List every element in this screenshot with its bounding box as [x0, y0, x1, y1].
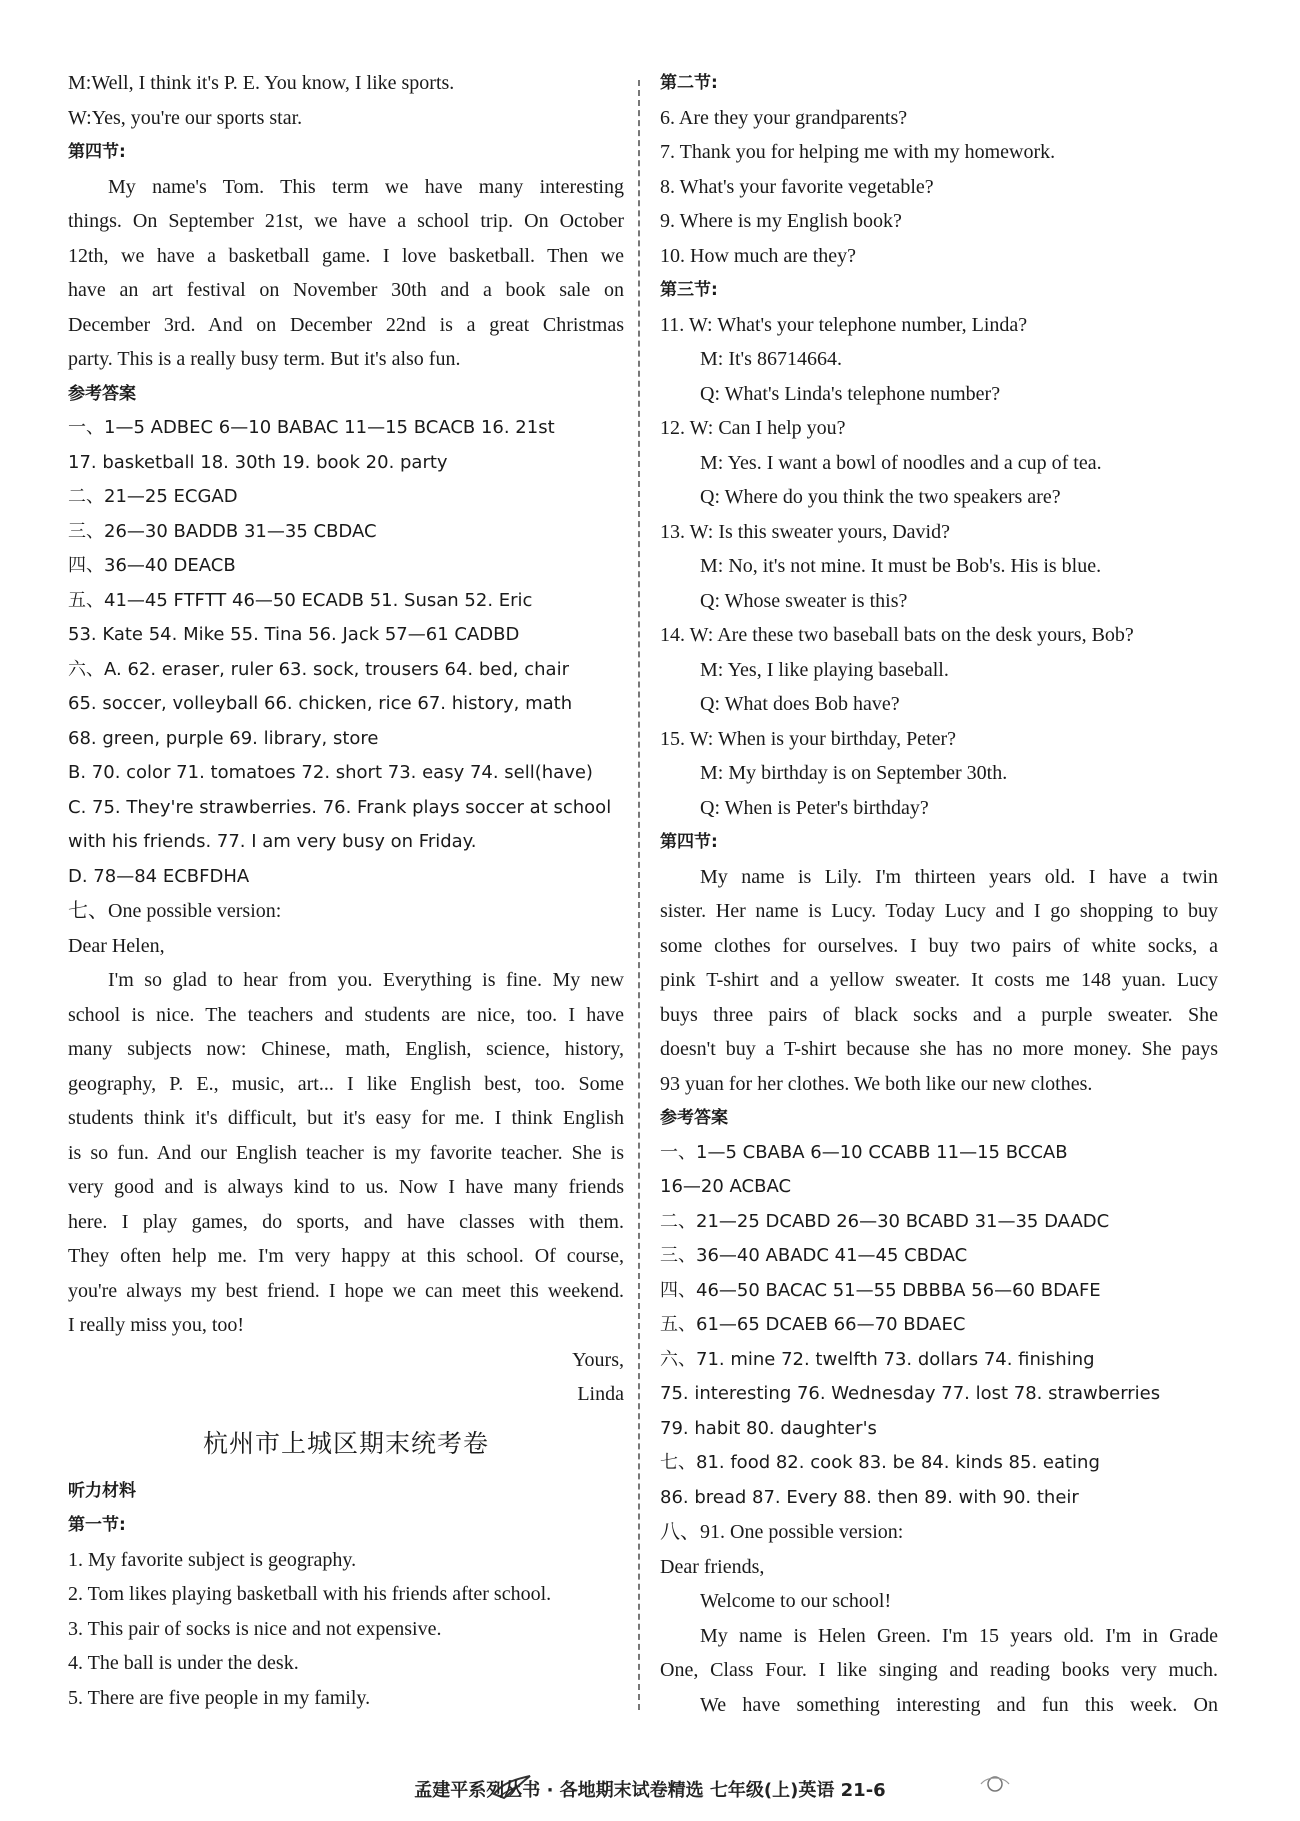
text-line: One, Class Four. I like singing and reading books very much.	[660, 1659, 1218, 1681]
text-line: 5. There are five people in my family.	[68, 1686, 371, 1709]
text-line: 17. basketball 18. 30th 19. book 20. party	[68, 451, 448, 473]
text-line: 7. Thank you for helping me with my homework.	[660, 141, 1056, 163]
text-line: 4. The ball is under the desk.	[68, 1652, 299, 1674]
text-line: 6. Are they your grandparents?	[660, 106, 908, 129]
text-line: 第四节:	[660, 832, 718, 852]
text-line: 13. W: Is this sweater yours, David?	[660, 520, 950, 543]
text-line: 2. Tom likes playing basketball with his friends after school.	[68, 1583, 552, 1605]
text-line: 五、61—65 DCAEB 66—70 BDAEC	[660, 1314, 966, 1335]
text-line: 53. Kate 54. Mike 55. Tina 56. Jack 57—61 CADBD	[68, 624, 520, 645]
text-line: I really miss you, too!	[68, 1314, 245, 1336]
text-line: M:Well, I think it's P. E. You know, I like sports.	[68, 72, 455, 94]
text-line: Q: What's Linda's telephone number?	[700, 382, 1001, 405]
text-line: 二、21—25 DCABD 26—30 BCABD 31—35 DAADC	[660, 1210, 1110, 1232]
text-line: We have something interesting and fun this week. On	[700, 1693, 1218, 1716]
text-line: My name is Helen Green. I'm 15 years old. I'm in Grade	[700, 1624, 1218, 1647]
text-line: 10. How much are they?	[660, 244, 857, 267]
text-line: D. 78—84 ECBFDHA	[68, 865, 250, 887]
text-line: December 3rd. And on December 22nd is a great Christmas	[68, 313, 624, 336]
text-line: 1. My favorite subject is geography.	[68, 1548, 357, 1571]
text-line: very good and is always kind to us. Now I have many friends	[68, 1176, 624, 1198]
text-line: 参考答案	[68, 383, 136, 404]
text-line: They often help me. I'm very happy at this school. Of course,	[68, 1245, 624, 1267]
text-line: My name is Lily. I'm thirteen years old. I have a twin	[700, 865, 1218, 888]
text-line: buys three pairs of black socks and a purple sweater. She	[660, 1003, 1218, 1026]
text-line: M: Yes. I want a bowl of noodles and a cup of tea.	[700, 451, 1102, 474]
text-line: My name's Tom. This term we have many interesting	[108, 175, 624, 198]
text-line: M: No, it's not mine. It must be Bob's. His is blue.	[700, 555, 1102, 577]
text-line: 一、1—5 ADBEC 6—10 BABAC 11—15 BCACB 16. 21st	[68, 417, 555, 438]
text-line: Q: When is Peter's birthday?	[700, 796, 929, 819]
text-line: many subjects now: Chinese, math, English, science, history,	[68, 1038, 624, 1060]
text-line: 三、36—40 ABADC 41—45 CBDAC	[660, 1245, 968, 1266]
text-line: Welcome to our school!	[700, 1590, 892, 1612]
text-line: 9. Where is my English book?	[660, 210, 902, 232]
text-line: pink T-shirt and a yellow sweater. It costs me 148 yuan. Lucy	[660, 969, 1218, 991]
text-line: 参考答案	[660, 1108, 728, 1128]
text-line: 六、A. 62. eraser, ruler 63. sock, trousers 64. bed, chair	[68, 658, 569, 680]
right-column-text	[660, 66, 1218, 1722]
text-line: Dear friends,	[660, 1555, 765, 1578]
text-line: 四、46—50 BACAC 51—55 DBBBA 56—60 BDAFE	[660, 1279, 1101, 1301]
column-divider	[638, 80, 640, 1710]
text-line: 68. green, purple 69. library, store	[68, 727, 379, 749]
page-footer: 孟建平系列丛书 · 各地期末试卷精选 七年级(上)英语 21-6	[414, 1780, 886, 1801]
text-line: have an art festival on November 30th and a book sale on	[68, 279, 624, 301]
text-line: W:Yes, you're our sports star.	[68, 106, 303, 129]
text-line: 五、41—45 FTFTT 46—50 ECADB 51. Susan 52. Eric	[68, 589, 533, 611]
text-line: 第一节:	[68, 1515, 126, 1535]
text-line: M: Yes, I like playing baseball.	[700, 658, 949, 681]
text-line: 12th, we have a basketball game. I love basketball. Then we	[68, 244, 624, 267]
text-line: 七、One possible version:	[68, 900, 282, 922]
text-line: 二、21—25 ECGAD	[68, 486, 238, 507]
text-line: 听力材料	[68, 1480, 136, 1501]
text-line: sister. Her name is Lucy. Today Lucy and I go shopping to buy	[660, 900, 1218, 922]
text-line: 8. What's your favorite vegetable?	[660, 175, 934, 198]
text-line: 八、91. One possible version:	[660, 1521, 904, 1543]
text-line: M: It's 86714664.	[700, 348, 842, 370]
text-line: 65. soccer, volleyball 66. chicken, rice 67. history, math	[68, 693, 573, 714]
left-column	[68, 66, 624, 1715]
text-line: 七、81. food 82. cook 83. be 84. kinds 85. eating	[660, 1452, 1100, 1473]
text-line: Q: Whose sweater is this?	[700, 589, 908, 612]
text-line: 六、71. mine 72. twelfth 73. dollars 74. finishing	[660, 1348, 1095, 1370]
text-line: Yours,	[572, 1348, 624, 1371]
text-line: party. This is a really busy term. But it's also fun.	[68, 348, 461, 370]
exam-title: 杭州市上城区期末统考卷	[202, 1428, 489, 1458]
text-line: I'm so glad to hear from you. Everything is fine. My new	[108, 969, 624, 991]
left-column-listening	[68, 1474, 624, 1716]
text-line: 三、26—30 BADDB 31—35 CBDAC	[68, 520, 377, 542]
text-line: school is nice. The teachers and students are nice, too. I have	[68, 1003, 624, 1026]
text-line: students think it's difficult, but it's easy for me. I think English	[68, 1107, 624, 1129]
right-column	[660, 66, 1218, 1722]
flower-ornament-icon	[975, 1766, 1015, 1802]
text-line: 第四节:	[68, 142, 126, 162]
text-line: 86. bread 87. Every 88. then 89. with 90. their	[660, 1486, 1079, 1508]
text-line: geography, P. E., music, art... I like English best, too. Some	[68, 1072, 624, 1095]
text-line: 第三节:	[660, 280, 718, 300]
text-line: 12. W: Can I help you?	[660, 417, 846, 439]
text-line: 3. This pair of socks is nice and not expensive.	[68, 1617, 442, 1640]
text-line: is so fun. And our English teacher is my favorite teacher. She is	[68, 1141, 624, 1164]
text-line: C. 75. They're strawberries. 76. Frank plays soccer at school	[68, 796, 612, 818]
text-line: Linda	[577, 1383, 624, 1405]
text-line: with his friends. 77. I am very busy on Friday.	[68, 831, 477, 852]
text-line: 11. W: What's your telephone number, Linda?	[660, 313, 1028, 336]
text-line: 14. W: Are these two baseball bats on the desk yours, Bob?	[660, 624, 1134, 646]
text-line: things. On September 21st, we have a school trip. On October	[68, 210, 624, 232]
text-line: Q: Where do you think the two speakers are?	[700, 486, 1061, 508]
text-line: B. 70. color 71. tomatoes 72. short 73. easy 74. sell(have)	[68, 762, 593, 783]
text-line: doesn't buy a T-shirt because she has no more money. She pays	[660, 1038, 1218, 1060]
text-line: Q: What does Bob have?	[700, 693, 900, 715]
text-line: you're always my best friend. I hope we can meet this weekend.	[68, 1279, 624, 1302]
text-line: 第二节:	[660, 73, 718, 93]
text-line: Dear Helen,	[68, 934, 165, 957]
text-line: 79. habit 80. daughter's	[660, 1417, 877, 1439]
text-line: 四、36—40 DEACB	[68, 555, 236, 576]
text-line: 93 yuan for her clothes. We both like our new clothes.	[660, 1072, 1093, 1095]
text-line: 一、1—5 CBABA 6—10 CCABB 11—15 BCCAB	[660, 1141, 1068, 1163]
text-line: here. I play games, do sports, and have classes with them.	[68, 1210, 624, 1233]
text-line: M: My birthday is on September 30th.	[700, 762, 1008, 784]
left-column-text	[68, 66, 624, 1412]
text-line: 16—20 ACBAC	[660, 1176, 792, 1197]
text-line: 15. W: When is your birthday, Peter?	[660, 727, 957, 750]
text-line: 75. interesting 76. Wednesday 77. lost 78. strawberries	[660, 1383, 1161, 1404]
text-line: some clothes for ourselves. I buy two pairs of white socks, a	[660, 934, 1218, 957]
